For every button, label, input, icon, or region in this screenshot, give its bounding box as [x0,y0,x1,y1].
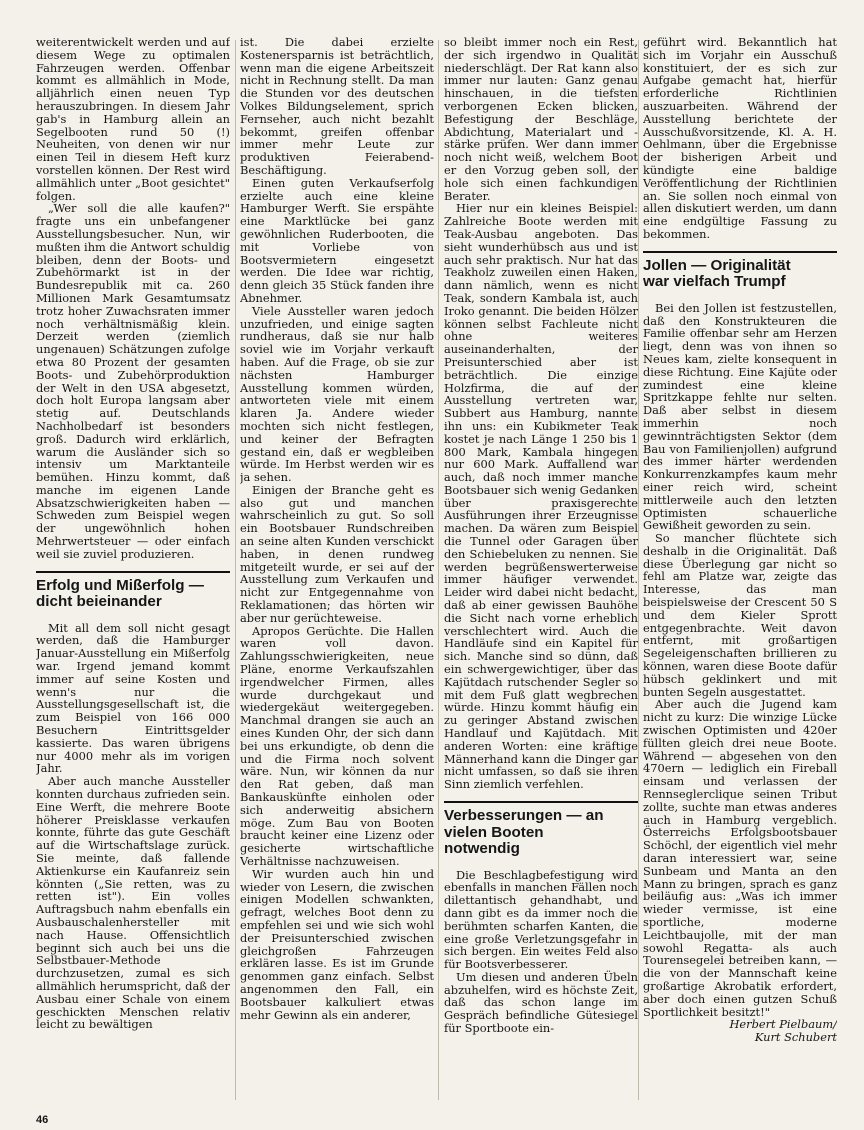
paragraph: Apropos Gerüchte. Die Hallen waren voll davon. Zahlungsschwierigkeiten, neue Pläne, enorme Verkaufszahlen irgendwelcher Firmen, alles wurde durchgekaut und wiedergekäut weitergegeben. Manchmal drangen sie auch an eines Kunden Ohr, der sich dann bei uns erkundigte, ob denn die und die Firma noch solvent wäre. Nun, wir können da nur den Rat geben, daß man Bankauskünfte einholen oder sich anderweitig absichern möge. Zum Bau von Booten braucht keiner eine Lizenz oder gesicherte wirtschaftliche Verhältnisse nachzuweisen. [240,623,434,868]
paragraph: ist. Die dabei erzielte Kostenersparnis ist beträchtlich, wenn man die eigene Arbeitszeit nicht in Rechnung stellt. Da man die Stunden vor des deutschen Volkes Bildungselement, sprich Fernseher, auch nicht bezahlt bekommt, greifen offenbar immer mehr Leute zur produktiven Feierabend-Beschäftigung. [240,36,434,177]
heading-line: vielen Booten [444,823,544,841]
heading-line: dicht beieinander [36,593,162,611]
heading-line: war vielfach Trumpf [643,273,786,291]
paragraph: Wir wurden auch hin und wieder von Lesern, die zwischen einigen Modellen schwankten, gefragt, welches Boot denn zu empfehlen sei und wie sich wohl der Preisunterschied zwischen gleichgroßen Fahrzeugen erklären lasse. Es ist im Grunde genommen ganz einfach. Selbst angenommen den Fall, ein Bootsbauer kalkuliert etwas mehr Gewinn als ein anderer, [240,866,434,1022]
section-heading-jollen [643,251,837,291]
paragraph: Viele Aussteller waren jedoch unzufrieden, und einige sagten rundheraus, daß sie nur halb soviel wie im Vorjahr verkauft haben. Auf die Frage, ob sie zur nächsten Hamburger Ausstellung kommen würden, antworteten viele mit einem klaren Ja. Andere wieder mochten sich nicht festlegen, und keiner der Befragten gestand ein, daß er wegbleiben würde. Im Herbst werden wir es ja sehen. [240,303,434,485]
author-signature-1: Herbert Pielbaum/ [729,1017,837,1032]
column-rule-3 [638,40,639,1100]
heading-line: notwendig [444,840,520,858]
heading-line: Jollen — Originalität [643,256,791,274]
column-rule-2 [438,40,439,1100]
author-signature-2: Kurt Schubert [754,1030,837,1044]
paragraph: so bleibt immer noch ein Rest, der sich irgendwo in Qualität niederschlägt. Der Rat kann also immer nur lauten: Ganz genau hinschauen, in die tiefsten verborgenen Ecken blicken, Befestigung der Beschläge, Abdichtung, Materialart und -stärke prüfen. Wer dann immer noch nicht weiß, welchem Boot er den Vorzug geben soll, der hole sich einen fachkundigen Berater. [444,36,638,203]
column-1 [36,36,230,1031]
paragraph: Mit all dem soll nicht gesagt werden, daß die Hamburger Januar-Ausstellung ein Mißerfolg war. Irgend jemand kommt immer auf seine Kosten und wenn's nur die Ausstellungsgesellschaft ist, die zum Beispiel von 166 000 Besuchern Eintrittsgelder kassierte. Das waren übrigens nur 4000 mehr als im vorigen Jahr. [36,620,230,776]
column-4 [643,36,837,1044]
section-heading-erfolg [36,571,230,611]
paragraph: Die Beschlagbefestigung wird ebenfalls in manchen Fällen noch dilettantisch gehandhabt, und dann gibt es da immer noch die berühmten scharfen Kanten, die eine große Verletzungsgefahr in sich bergen. Ein weites Feld also für Bootsverbesserer. [444,867,638,972]
paragraph: Einigen der Branche geht es also gut und manchen wahrscheinlich zu gut. So soll ein Bootsbauer Rundschreiben an seine alten Kunden verschickt haben, in denen rundweg mitgeteilt wurde, er sei auf der Ausstellung zum Verkaufen und nicht zur Entgegennahme von Reklamationen; das hörten wir aber nur gerüchteweise. [240,482,434,625]
paragraph: Aber auch manche Aussteller konnten durchaus zufrieden sein. Eine Werft, die mehrere Boote höherer Preisklasse verkaufen konnte, führte das gute Geschäft auf die Wirtschaftslage zurück. Sie meinte, daß fallende Aktienkurse ein Kaufanreiz sein könnten („Sie retten, was zu retten ist"). Ein volles Auftragsbuch nahm ebenfalls ein Ausbauschalenhersteller mit nach Hause. Offensichtlich beginnt sich auch bei uns die Selbstbauer-Methode durchzusetzen, zumal es sich allmählich herumspricht, daß der Ausbau einer Schale von einem geschickten Menschen relativ leicht zu bewältigen [36,774,230,1032]
paragraph: weiterentwickelt werden und auf diesem Wege zu optimalen Fahrzeugen werden. Offenbar kommt es allmählich in Mode, alljährlich einen neuen Typ herauszubringen. In diesem Jahr gab's in Hamburg allein an Segelbooten rund 50 (!) Neuheiten, von denen wir nur einen Teil in diesem Heft kurz vorstellen können. Der Rest wird allmählich unter „Boot gesichtet" folgen. [36,36,230,203]
paragraph: geführt wird. Bekanntlich hat sich im Vorjahr ein Ausschuß konstituiert, der es sich zur Aufgabe gemacht hat, hierfür erforderliche Richtlinien auszuarbeiten. Während der Ausstellung berichtete der Ausschußvorsitzende, Kl. A. H. Oehlmann, über die Ergebnisse der bisherigen Arbeit und kündigte eine baldige Veröffentlichung der Richtlinien an. Sie sollen noch einmal von allen diskutiert werden, um dann eine endgültige Fassung zu bekommen. [643,36,837,241]
column-3 [444,36,638,1035]
column-2 [240,36,434,1021]
paragraph: Hier nur ein kleines Beispiel: Zahlreiche Boote werden mit Teak-Ausbau angeboten. Das sieht wunderhübsch aus und ist auch sehr praktisch. Nur hat das Teakholz zuweilen einen Haken, dann nämlich, wenn es nicht Teak, sondern Kambala ist, auch Iroko genannt. Die beiden Hölzer können selbst Fachleute nicht ohne weiteres auseinanderhalten, der Preisunterschied aber ist beträchtlich. Die einzige Holzfirma, die auf der Ausstellung vertreten war, Subbert aus Hamburg, nannte ihn uns: ein Kubikmeter Teak kostet je nach Länge 1 250 bis 1 800 Mark, Kambala hingegen nur 600 Mark. Auffallend war auch, daß noch immer manche Bootsbauer sich wenig Gedanken über praxisgerechte Ausführungen ihrer Erzeugnisse machen. Da wären zum Beispiel die Tunnel oder Garagen über den Schiebeluken zu nennen. Sie werden begrüßenswerterweise immer häufiger verwendet. Leider wird dabei nicht bedacht, daß ab einer gewissen Bauhöhe die Sicht nach vorne erheblich verschlechtert wird. Auch die Handläufe sind ein Kapitel für sich. Manche sind so dünn, daß ein schwergewichtiger, über das Kajütdach rutschender Segler so mit dem Fuß glatt wegbrechen würde. Hinzu kommt häufig ein zu geringer Abstand zwischen Handlauf und Kajütdach. Mit anderen Worten: eine kräftige Männerhand kann die Dinger gar nicht umfassen, so daß sie ihren Sinn ziemlich verfehlen. [444,201,638,792]
column-rule-1 [235,40,236,1100]
paragraph: So mancher flüchtete sich deshalb in die Originalität. Daß diese Überlegung gar nicht so fehl am Platze war, zeigte das Interesse, das man beispielsweise der Crescent 50 S und dem Kieler Sprott entgegenbrachte. Weit davon entfernt, mit großartigen Segeleigenschaften brillieren zu können, waren diese Boote dafür hübsch geklinkert und mit bunten Segeln ausgestattet. [643,531,837,699]
paragraph: Einen guten Verkaufserfolg erzielte auch eine kleine Hamburger Werft. Sie erspähte eine Marktlücke bei ganz gewöhnlichen Ruderbooten, die mit Vorliebe von Bootsvermietern eingesetzt werden. Die Idee war richtig, denn gleich 35 Stück fanden ihre Abnehmer. [240,175,434,305]
heading-line: Verbesserungen — an [444,807,604,825]
paragraph: Aber auch die Jugend kam nicht zu kurz: Die winzige Lücke zwischen Optimisten und 420er füllten gleich drei neue Boote. Während — abgesehen von den 470ern — lediglich ein Fireball einsam und verlassen der Rennseglerclique seinen Tribut zollte, suchte man etwas anderes auch in Hamburg vergeblich. Österreichs Erfolgsbootsbauer Schöchl, der eigentlich viel mehr daran interessiert war, seine Sunbeam und Manta an den Mann zu bringen, sprach es ganz beiläufig aus: „Was ich immer wieder vermisse, ist eine sportliche, moderne Leichtbaujolle, mit der man sowohl Regatta- als auch Tourensegelei betreiben kann, — die von der Mannschaft keine großartige Akrobatik erfordert, aber doch einen gutzen Schuß Sportlichkeit besitzt!" [643,697,837,1019]
paragraph: Bei den Jollen ist festzustellen, daß den Konstrukteuren die Familie offenbar sehr am Herzen liegt, denn was von ihnen so Neues kam, zielte konsequent in diese Richtung. Eine Kajüte oder zumindest eine kleine Spritzkappe fehlte nur selten. Daß aber selbst in diesem immerhin noch gewinnträchtigsten Sektor (dem Bau von Familienjollen) aufgrund des immer härter werdenden Konkurrenzkampfes kaum mehr einer reich wird, scheint mittlerweile auch den letzten Optimisten schauerliche Gewißheit geworden zu sein. [643,300,837,533]
section-heading-verbesserungen [444,801,638,858]
heading-line: Erfolg und Mißerfolg — [36,576,204,594]
paragraph: Um diesen und anderen Übeln abzuhelfen, wird es höchste Zeit, daß das schon lange im Gespräch befindliche Gütesiegel für Sportboote ein- [444,969,638,1035]
page-number: 46 [36,1114,49,1126]
paragraph: „Wer soll die alle kaufen?" fragte uns ein unbefangener Ausstellungsbesucher. Nun, wir mußten ihm die Antwort schuldig bleiben, denn der Boots- und Zubehörmarkt ist in der Bundesrepublik mit ca. 260 Millionen Mark Gesamtumsatz trotz hoher Zuwachsraten immer noch verhältnismäßig klein. Derzeit werden (ziemlich ungenauen) Schätzungen zufolge etwa 80 Prozent der gesamten Boots- und Zubehörproduktion der Welt in den USA abgesetzt, doch holt Europa langsam aber stetig auf. Deutschlands Nachholbedarf ist besonders groß. Dadurch wird erklärlich, warum die Ausländer sich so intensiv um Marktanteile bemühen. Hinzu kommt, daß manche im eigenen Lande Absatzschwierigkeiten haben — Schweden zum Beispiel wegen der ungewöhnlich hohen Mehrwertsteuer — oder einfach weil sie zuviel produzieren. [36,201,230,561]
